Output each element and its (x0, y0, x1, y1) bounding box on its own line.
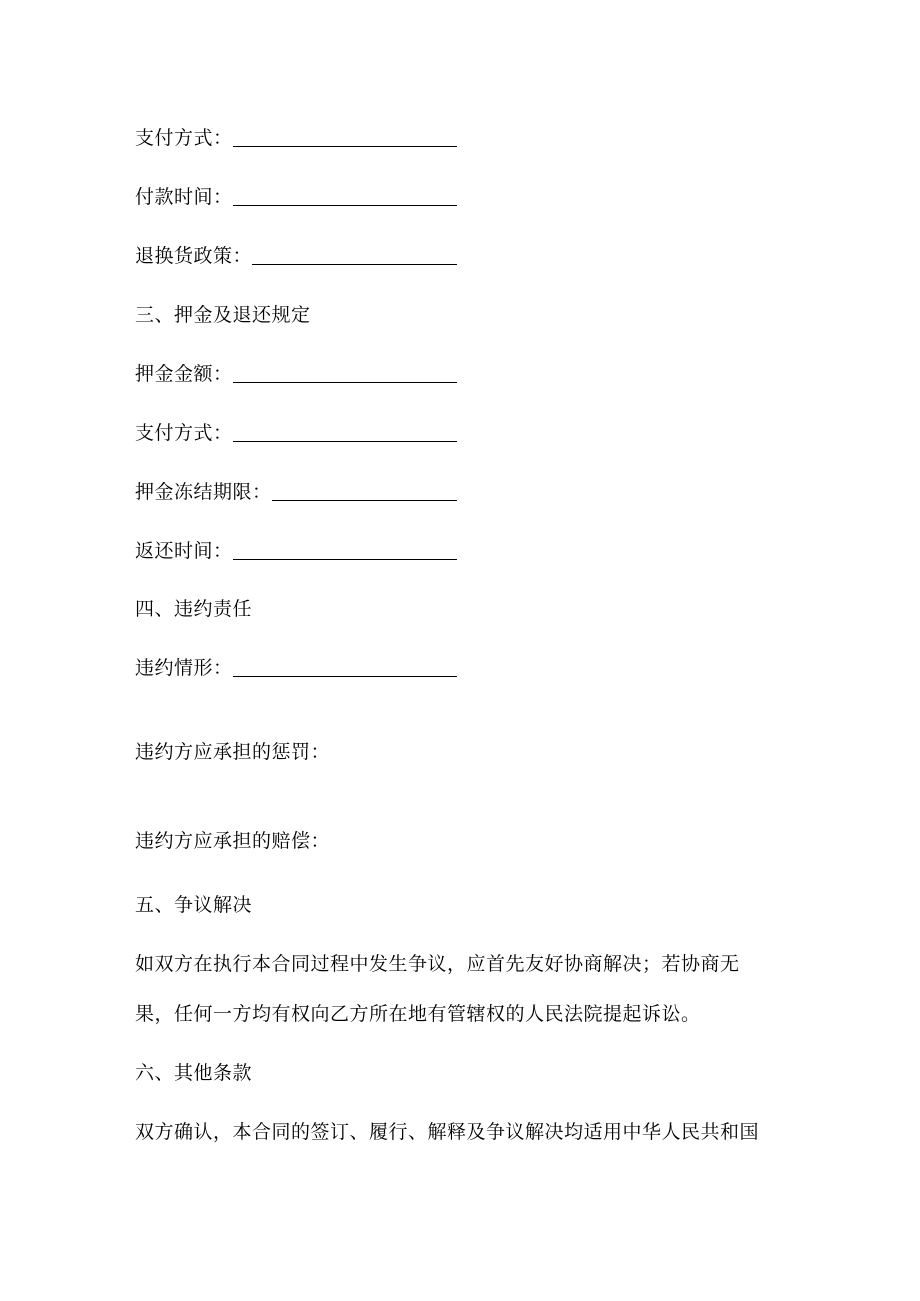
breach-compensation-text: 违约方应承担的赔偿： (135, 830, 331, 852)
return-policy-blank[interactable] (252, 245, 457, 265)
deposit-amount-label: 押金金额： (135, 363, 233, 385)
return-time-blank[interactable] (233, 540, 457, 560)
dispute-paragraph-line2: 果，任何一方均有权向乙方所在地有管辖权的人民法院提起诉讼。 (135, 1003, 701, 1025)
section3-heading: 三、押金及退还规定 (135, 304, 311, 326)
payment-method-label: 支付方式： (135, 127, 233, 149)
deposit-amount-blank[interactable] (233, 363, 457, 383)
payment-time-field (135, 185, 457, 209)
section4-heading: 四、违约责任 (135, 598, 253, 620)
breach-circumstance-blank[interactable] (233, 657, 457, 677)
payment-time-blank[interactable] (233, 186, 457, 206)
breach-circumstance-field (135, 656, 457, 680)
return-time-field (135, 539, 457, 563)
return-time-label: 返还时间： (135, 540, 233, 562)
return-policy-field (135, 244, 457, 268)
deposit-payment-method-field (135, 421, 457, 445)
dispute-paragraph-line1: 如双方在执行本合同过程中发生争议，应首先友好协商解决；若协商无 (135, 953, 740, 975)
deposit-freeze-period-blank[interactable] (272, 481, 457, 501)
deposit-freeze-period-field (135, 480, 457, 504)
breach-circumstance-label: 违约情形： (135, 657, 233, 679)
payment-method-blank[interactable] (233, 127, 457, 147)
payment-method-field (135, 126, 457, 150)
deposit-payment-method-blank[interactable] (233, 422, 457, 442)
deposit-payment-method-label: 支付方式： (135, 422, 233, 444)
deposit-freeze-period-label: 押金冻结期限： (135, 481, 272, 503)
section6-heading: 六、其他条款 (135, 1062, 253, 1084)
payment-time-label: 付款时间： (135, 186, 233, 208)
section5-heading: 五、争议解决 (135, 894, 253, 916)
deposit-amount-field (135, 362, 457, 386)
breach-penalty-text: 违约方应承担的惩罚： (135, 741, 331, 763)
return-policy-label: 退换货政策： (135, 245, 253, 267)
other-terms-paragraph-line1: 双方确认，本合同的签订、履行、解释及争议解决均适用中华人民共和国 (135, 1121, 760, 1143)
